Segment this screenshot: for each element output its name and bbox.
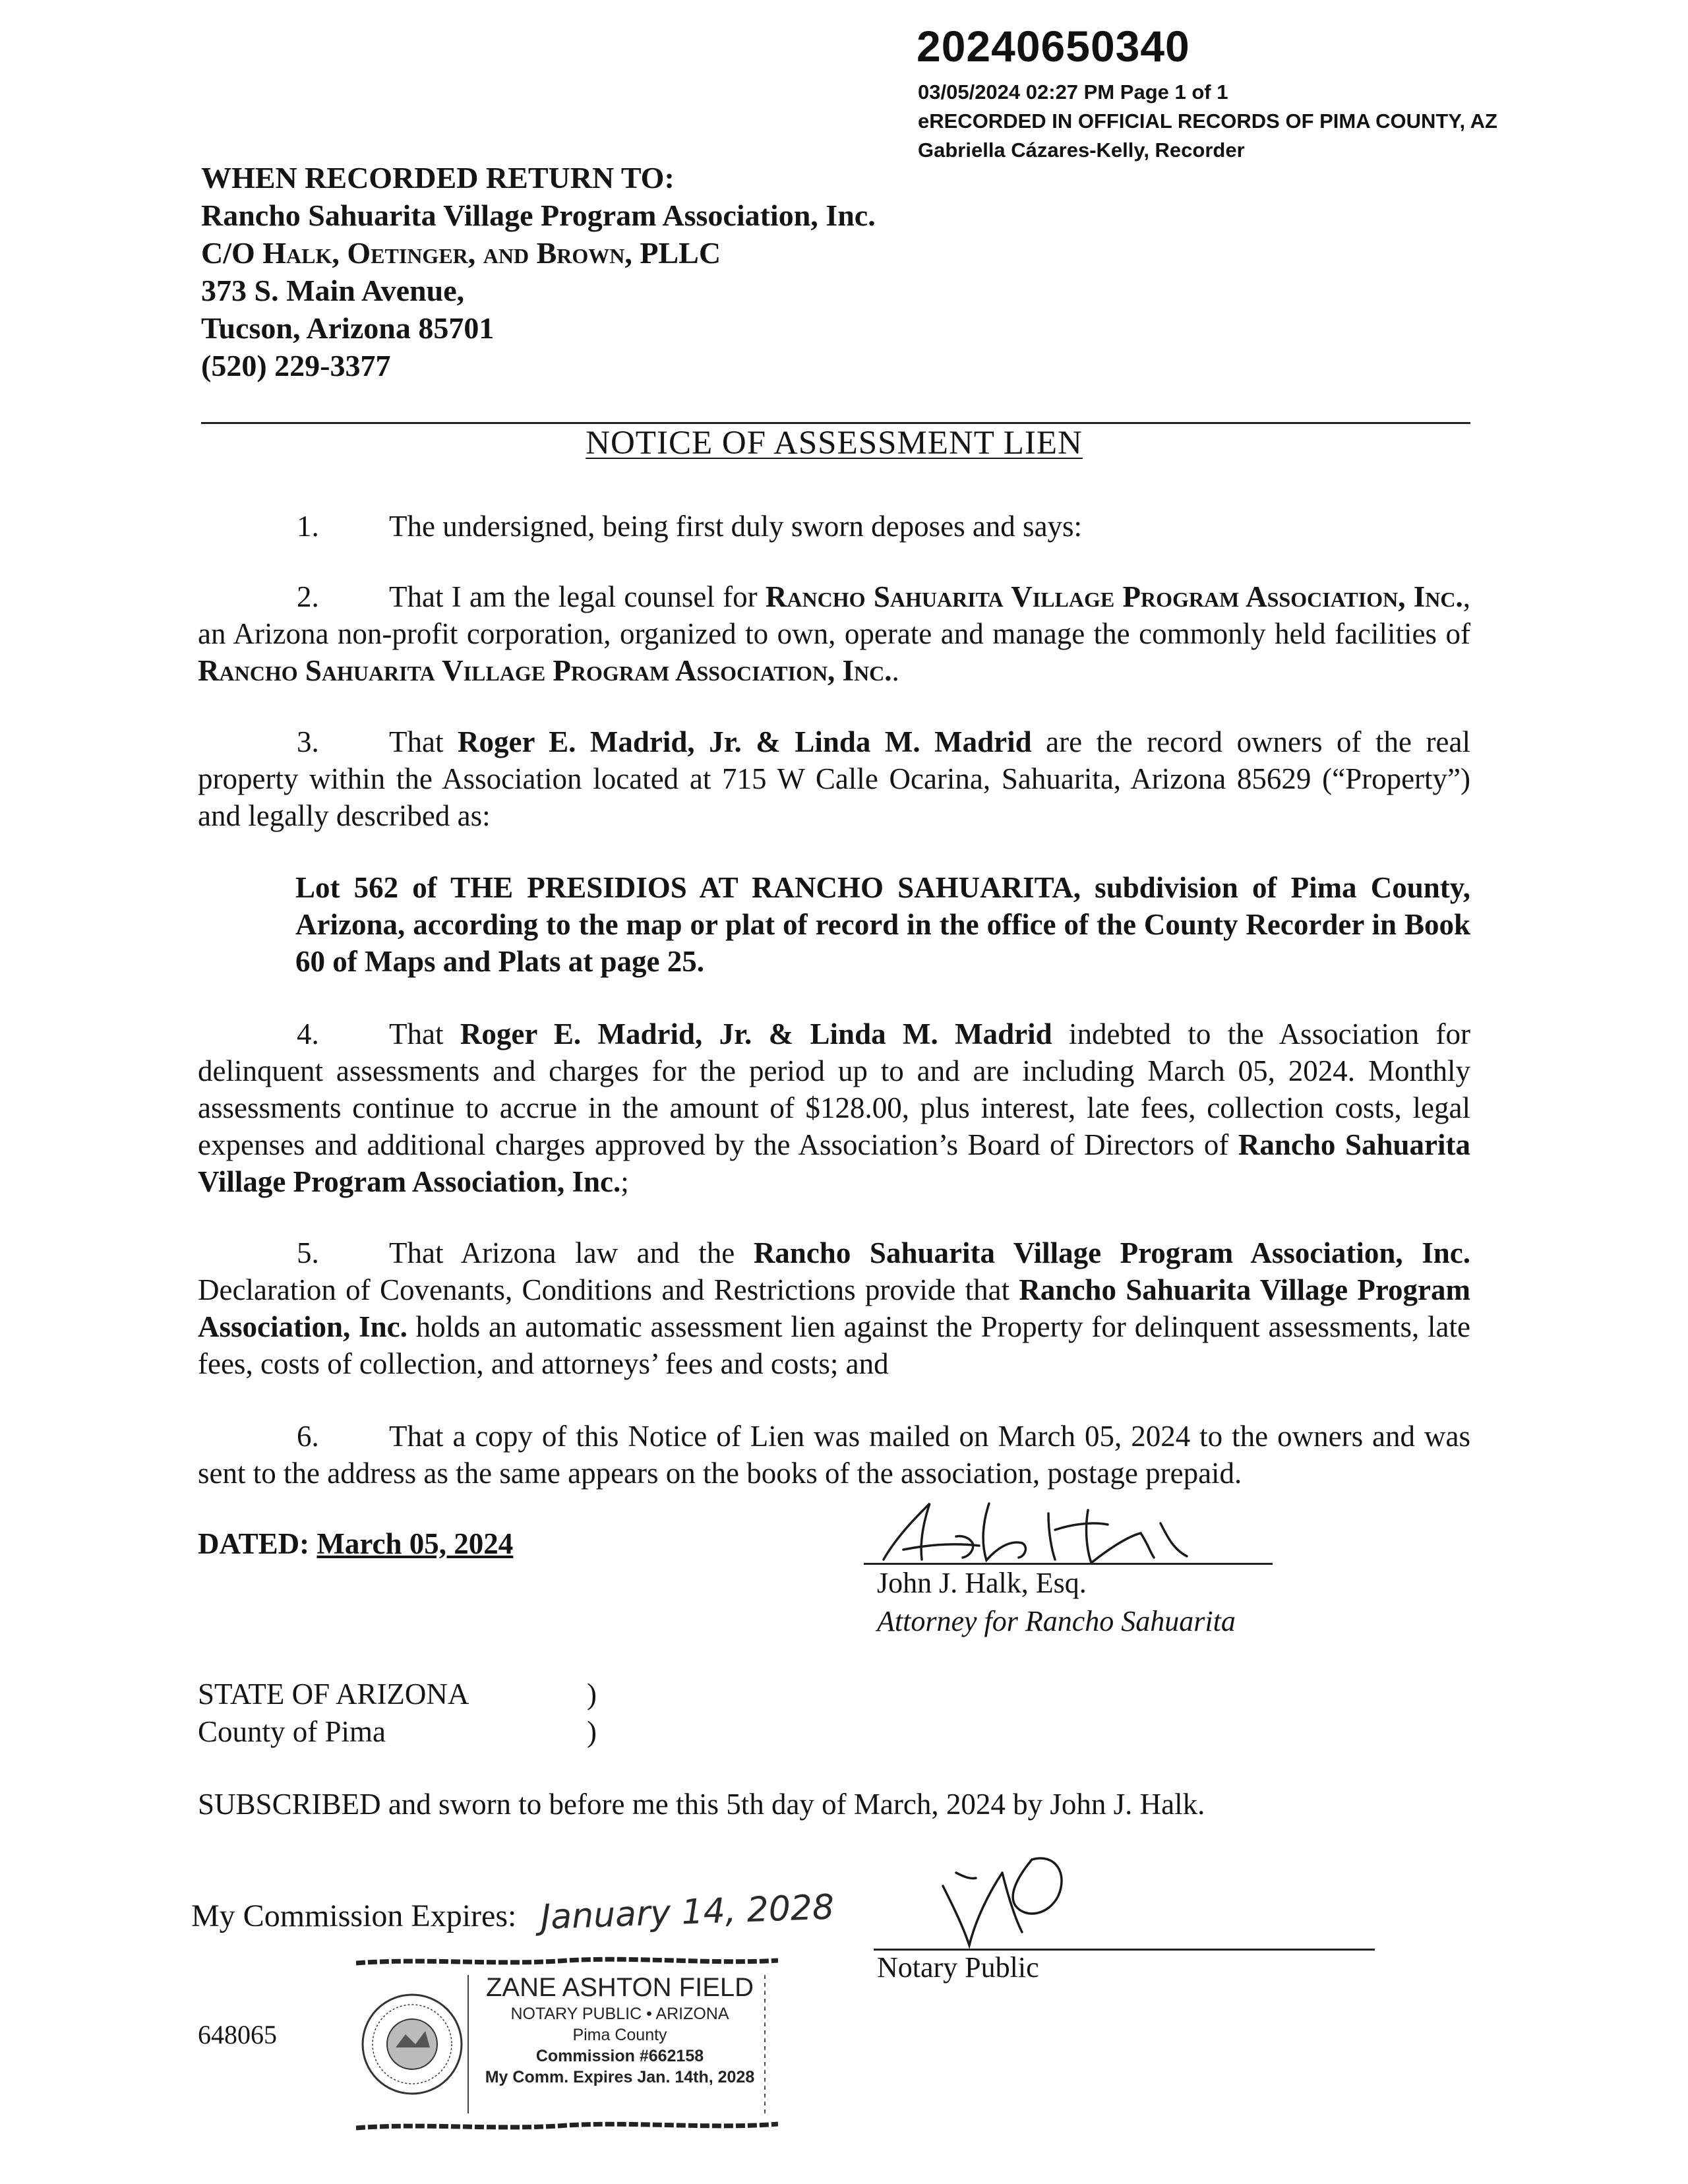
seal-line-3: Commission #662158 [535, 2047, 704, 2065]
seal-line-1: NOTARY PUBLIC • ARIZONA [510, 2005, 729, 2023]
paragraph-3: 3. That Roger E. Madrid, Jr. & Linda M. Madrid are the record owners of the real property within the Association located at 715 W Calle Ocarina, Sahuarita, Arizona 85629 (“Property”) and legally described as: [198, 725, 1470, 832]
dated-line: DATED: March 05, 2024 [198, 1527, 514, 1560]
venue-state: STATE OF ARIZONA [198, 1678, 469, 1711]
return-to-phone: (520) 229-3377 [201, 349, 391, 382]
seal-notary-name: ZANE ASHTON FIELD [485, 1973, 754, 2002]
document-title: NOTICE OF ASSESSMENT LIEN [586, 425, 1083, 462]
commission-expiry-handwritten: January 14, 2028 [539, 1887, 835, 1937]
paragraph-2: 2. That I am the legal counsel for Rancho Sahuarita Village Program Association, Inc., an Arizona non-profit corporation, organized to own, operate and manage the commonly held facilities of Rancho Sahuarita Village Program Association, Inc.. [198, 580, 1470, 687]
venue-county: County of Pima [198, 1715, 386, 1748]
return-to-city: Tucson, Arizona 85701 [201, 311, 495, 345]
return-to-street: 373 S. Main Avenue, [201, 274, 465, 307]
jurat-statement: SUBSCRIBED and sworn to before me this 5th day of March, 2024 by John J. Halk. [198, 1788, 1205, 1821]
notary-signature [917, 1846, 1075, 1958]
venue-paren: ) [587, 1678, 597, 1711]
seal-line-2: Pima County [572, 2026, 667, 2044]
attorney-name: John J. Halk, Esq. [877, 1567, 1087, 1599]
return-to-org: Rancho Sahuarita Village Program Association, Inc. [201, 198, 876, 232]
legal-description: Lot 562 of THE PRESIDIOS AT RANCHO SAHUARITA, subdivision of Pima County, Arizona, according to the map or plat of record in the office of the County Recorder in Book 60 of Maps and Plats at page 25. [295, 871, 1470, 978]
arizona-seal-icon [363, 1995, 462, 2094]
paragraph-1: 1. The undersigned, being first duly sworn deposes and says: [297, 510, 1083, 543]
recording-number: 20240650340 [917, 22, 1190, 71]
signature-line [864, 1563, 1273, 1565]
paragraph-5: 5. That Arizona law and the Rancho Sahuarita Village Program Association, Inc. Declaration of Covenants, Conditions and Restrictions provide that Rancho Sahuarita Village Program Association, Inc. holds an automatic assessment lien against the Property for delinquent assessments, late fees, costs of collection, and attorneys’ fees and costs; and [198, 1236, 1470, 1380]
attorney-signature [857, 1497, 1226, 1569]
commission-label: My Commission Expires: [191, 1898, 517, 1933]
recorder-name: Gabriella Cázares-Kelly, Recorder [918, 138, 1245, 162]
return-to-heading: WHEN RECORDED RETURN TO: [201, 161, 675, 195]
paragraph-6: 6. That a copy of this Notice of Lien was mailed on March 05, 2024 to the owners and was sent to the address as the same appears on the books of the association, postage prepaid. [198, 1420, 1470, 1490]
attorney-title: Attorney for Rancho Sahuarita [877, 1605, 1236, 1637]
recording-office: eRECORDED IN OFFICIAL RECORDS OF PIMA COUNTY, AZ [918, 109, 1497, 133]
seal-line-4: My Comm. Expires Jan. 14th, 2028 [485, 2068, 755, 2086]
notary-label: Notary Public [877, 1951, 1039, 1984]
document-control-number: 648065 [198, 2020, 277, 2049]
return-to-care-of: C/O Halk, Oetinger, and Brown, PLLC [201, 236, 721, 270]
venue-paren: ) [587, 1715, 597, 1748]
paragraph-4: 4. That Roger E. Madrid, Jr. & Linda M. Madrid indebted to the Association for delinquent assessments and charges for the period up to and are including March 05, 2024. Monthly assessments continue to accrue in the amount of $128.00, plus interest, late fees, collection costs, legal expenses and additional charges approved by the Association’s Board of Directors of Rancho Sahuarita Village Program Association, Inc.; [198, 1017, 1470, 1198]
recording-datetime: 03/05/2024 02:27 PM Page 1 of 1 [918, 80, 1228, 104]
